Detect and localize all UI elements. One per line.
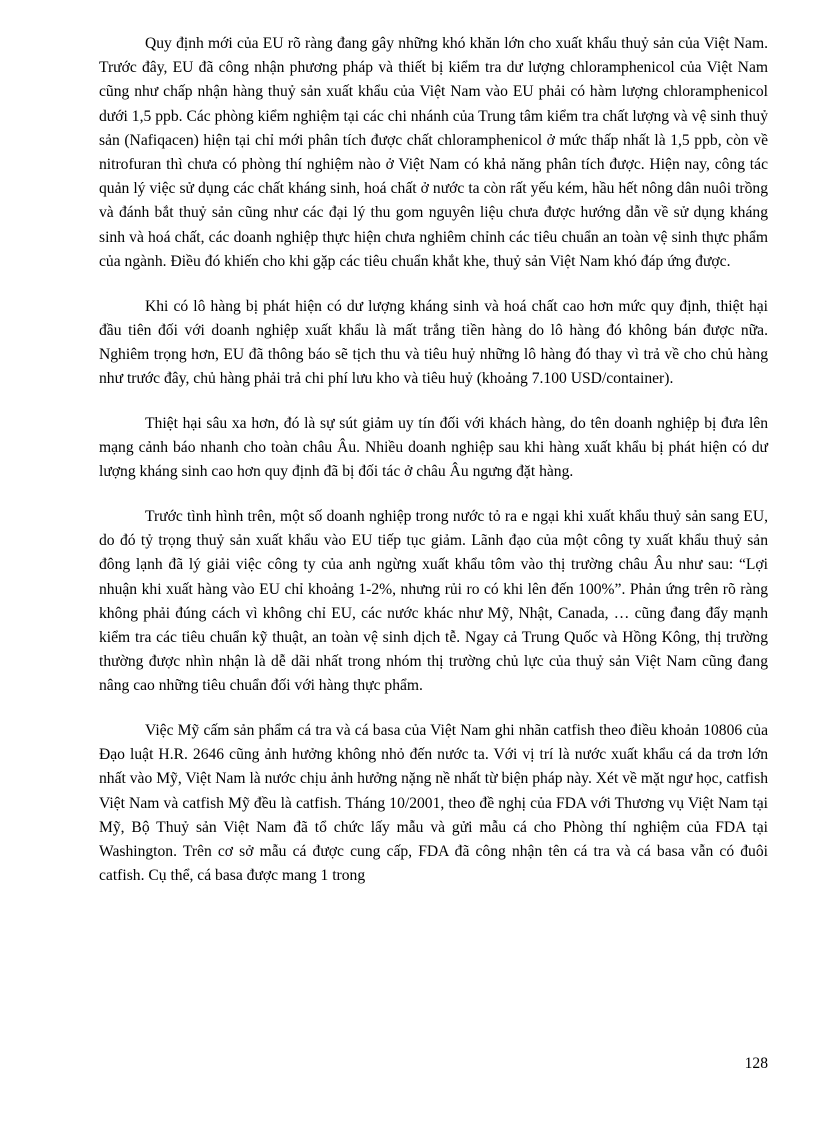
body-text bbox=[99, 32, 768, 909]
paragraph-4: Trước tình hình trên, một số doanh nghiệp trong nước tỏ ra e ngại khi xuất khẩu thuỷ sản sang EU, do đó tỷ trọng thuỷ sản xuất khẩu vào EU tiếp tục giảm. Lãnh đạo của một công ty xuất khẩu thuỷ sản đông lạnh đã lý giải việc công ty của anh ngừng xuất khẩu tôm vào thị trường châu Âu như sau: “Lợi nhuận khi xuất hàng vào EU chỉ khoảng 1-2%, nhưng rủi ro có khi lên đến 100%”. Phản ứng trên rõ ràng không phải đúng cách vì không chỉ EU, các nước khác như Mỹ, Nhật, Canada, … cũng đang đẩy mạnh kiểm tra các tiêu chuẩn kỹ thuật, an toàn vệ sinh dịch tễ. Ngay cả Trung Quốc và Hồng Kông, thị trường thường được nhìn nhận là dễ dãi nhất trong nhóm thị trường chủ lực của thuỷ sản Việt Nam cũng đang nâng cao những tiêu chuẩn đối với hàng thực phẩm. bbox=[99, 507, 768, 695]
page-number: 128 bbox=[744, 1055, 768, 1072]
paragraph-2: Khi có lô hàng bị phát hiện có dư lượng kháng sinh và hoá chất cao hơn mức quy định, thiệt hại đầu tiên đối với doanh nghiệp xuất khẩu là mất trắng tiền hàng do lô hàng đó không bán được nữa. Nghiêm trọng hơn, EU đã thông báo sẽ tịch thu và tiêu huỷ những lô hàng đó thay vì trả về cho chủ hàng như trước đây, chủ hàng phải trả chi phí lưu kho và tiêu huỷ (khoảng 7.100 USD/container). bbox=[99, 297, 768, 388]
paragraph-3: Thiệt hại sâu xa hơn, đó là sự sút giảm uy tín đối với khách hàng, do tên doanh nghiệp bị đưa lên mạng cảnh báo nhanh cho toàn châu Âu. Nhiều doanh nghiệp sau khi hàng xuất khẩu bị phát hiện có dư lượng kháng sinh cao hơn quy định đã bị đối tác ở châu Âu ngưng đặt hàng. bbox=[99, 414, 768, 481]
paragraph-5: Việc Mỹ cấm sản phẩm cá tra và cá basa của Việt Nam ghi nhãn catfish theo điều khoản 10806 của Đạo luật H.R. 2646 cũng ảnh hưởng không nhỏ đến nước ta. Với vị trí là nước xuất khẩu cá da trơn lớn nhất vào Mỹ, Việt Nam là nước chịu ảnh hưởng nặng nề nhất từ biện pháp này. Xét về mặt ngư học, catfish Việt Nam và catfish Mỹ đều là catfish. Tháng 10/2001, theo đề nghị của FDA với Thương vụ Việt Nam tại Mỹ, Bộ Thuỷ sản Việt Nam đã tổ chức lấy mẫu và gửi mẫu cá cho Phòng thí nghiệm của FDA tại Washington. Trên cơ sở mẫu cá được cung cấp, FDA đã công nhận tên cá tra và cá basa vẫn có đuôi catfish. Cụ thể, cá basa được mang 1 trong bbox=[99, 722, 768, 885]
paragraph-1: Quy định mới của EU rõ ràng đang gây những khó khăn lớn cho xuất khẩu thuỷ sản của Việt Nam. Trước đây, EU đã công nhận phương pháp và thiết bị kiểm tra dư lượng chloramphenicol của Việt Nam cũng như chấp nhận hàng thuỷ sản xuất khẩu của Việt Nam vào EU phải có hàm lượng chloramphenicol dưới 1,5 ppb. Các phòng kiểm nghiệm tại các chi nhánh của Trung tâm kiểm tra chất lượng và vệ sinh thuỷ sản (Nafiqacen) hiện tại chỉ mới phân tích được chất chloramphenicol ở mức thấp nhất là 1,5 ppb, còn về nitrofuran thì chưa có phòng thí nghiệm nào ở Việt Nam có khả năng phân tích được. Hiện nay, công tác quản lý việc sử dụng các chất kháng sinh, hoá chất ở nước ta còn rất yếu kém, hầu hết nông dân nuôi trồng và đánh bắt thuỷ sản cũng như các đại lý thu gom nguyên liệu chưa được hướng dẫn về sử dụng kháng sinh và hoá chất, các doanh nghiệp thực hiện chưa nghiêm chỉnh các tiêu chuẩn an toàn vệ sinh thực phẩm của ngành. Điều đó khiến cho khi gặp các tiêu chuẩn khắt khe, thuỷ sản Việt Nam khó đáp ứng được. bbox=[99, 35, 768, 270]
